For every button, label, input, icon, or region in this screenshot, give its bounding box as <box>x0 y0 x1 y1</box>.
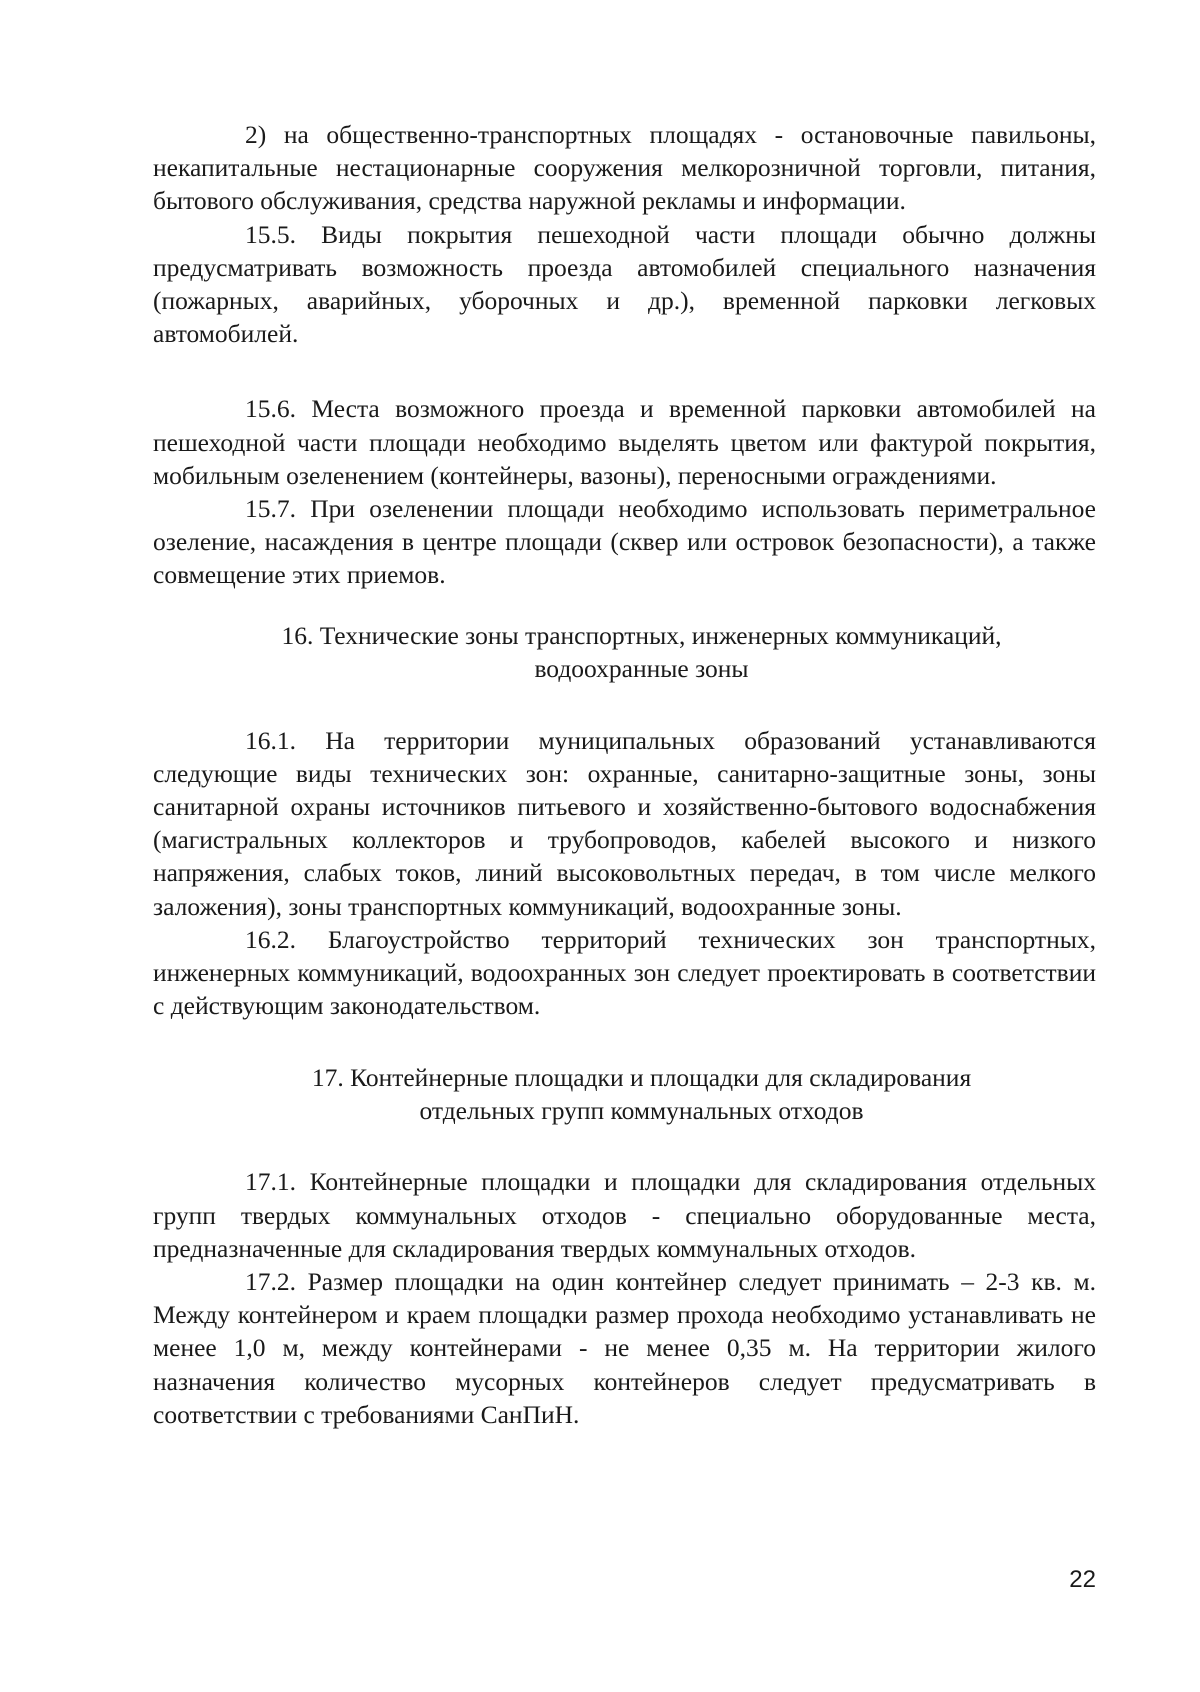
paragraph-public-transport-squares: 2) на общественно-транспортных площадях - остановочные павильоны, некапитальные нестационарные сооружения мелкорозничной торговли, питания, бытового обслуживания, средства наружной рекламы и информации. <box>153 120 1096 216</box>
paragraph-16-2: 16.2. Благоустройство территорий технических зон транспортных, инженерных коммуникаций, водоохранных зон следует проектировать в соответствии с действующим законодательством. <box>153 924 1096 1021</box>
page-number: 22 <box>1069 1566 1096 1593</box>
section-16-heading <box>153 619 1096 685</box>
paragraph-16-1: 16.1. На территории муниципальных образований устанавливаются следующие виды технических зон: охранные, санитарно-защитные зоны, зоны санитарной охраны источников питьевого и хозяйственно-бытового водоснабжения (магистральных коллекторов и трубопроводов, кабелей высокого и низкого напряжения, слабых токов, линий высоковольтных передач, в том числе мелкого заложения), зоны транспортных коммуникаций, водоохранные зоны. <box>153 725 1096 921</box>
section-16-title-line2: водоохранные зоны <box>534 653 749 683</box>
paragraph-15-7: 15.7. При озеленении площади необходимо использовать периметральное озеление, насаждения в центре площади (сквер или островок безопасности), а также совмещение этих приемов. <box>153 494 1096 590</box>
section-17-heading <box>153 1061 1096 1127</box>
paragraph-17-1: 17.1. Контейнерные площадки и площадки для складирования отдельных групп твердых коммунальных отходов - специально оборудованные места, предназначенные для складирования твердых коммунальных отходов. <box>153 1167 1096 1263</box>
paragraph-15-6: 15.6. Места возможного проезда и временной парковки автомобилей на пешеходной части площади необходимо выделять цветом или фактурой покрытия, мобильным озеленением (контейнеры, вазоны), переносными ограждениями. <box>153 394 1096 490</box>
paragraph-17-2: 17.2. Размер площадки на один контейнер следует принимать – 2-3 кв. м. Между контейнером и краем площадки размер прохода необходимо устанавливать не менее 1,0 м, между контейнерами - не менее 0,35 м. На территории жилого назначения количество мусорных контейнеров следует предусматривать в соответствии с требованиями СанПиН. <box>153 1267 1096 1429</box>
section-17-title-line1: 17. Контейнерные площадки и площадки для складирования <box>311 1063 972 1093</box>
section-16-title-line1: 16. Технические зоны транспортных, инженерных коммуникаций, <box>281 620 1002 650</box>
section-17-title-line2: отдельных групп коммунальных отходов <box>419 1096 864 1126</box>
paragraph-15-5: 15.5. Виды покрытия пешеходной части площади обычно должны предусматривать возможность проезда автомобилей специального назначения (пожарных, аварийных, уборочных и др.), временной парковки легковых автомобилей. <box>153 219 1096 349</box>
